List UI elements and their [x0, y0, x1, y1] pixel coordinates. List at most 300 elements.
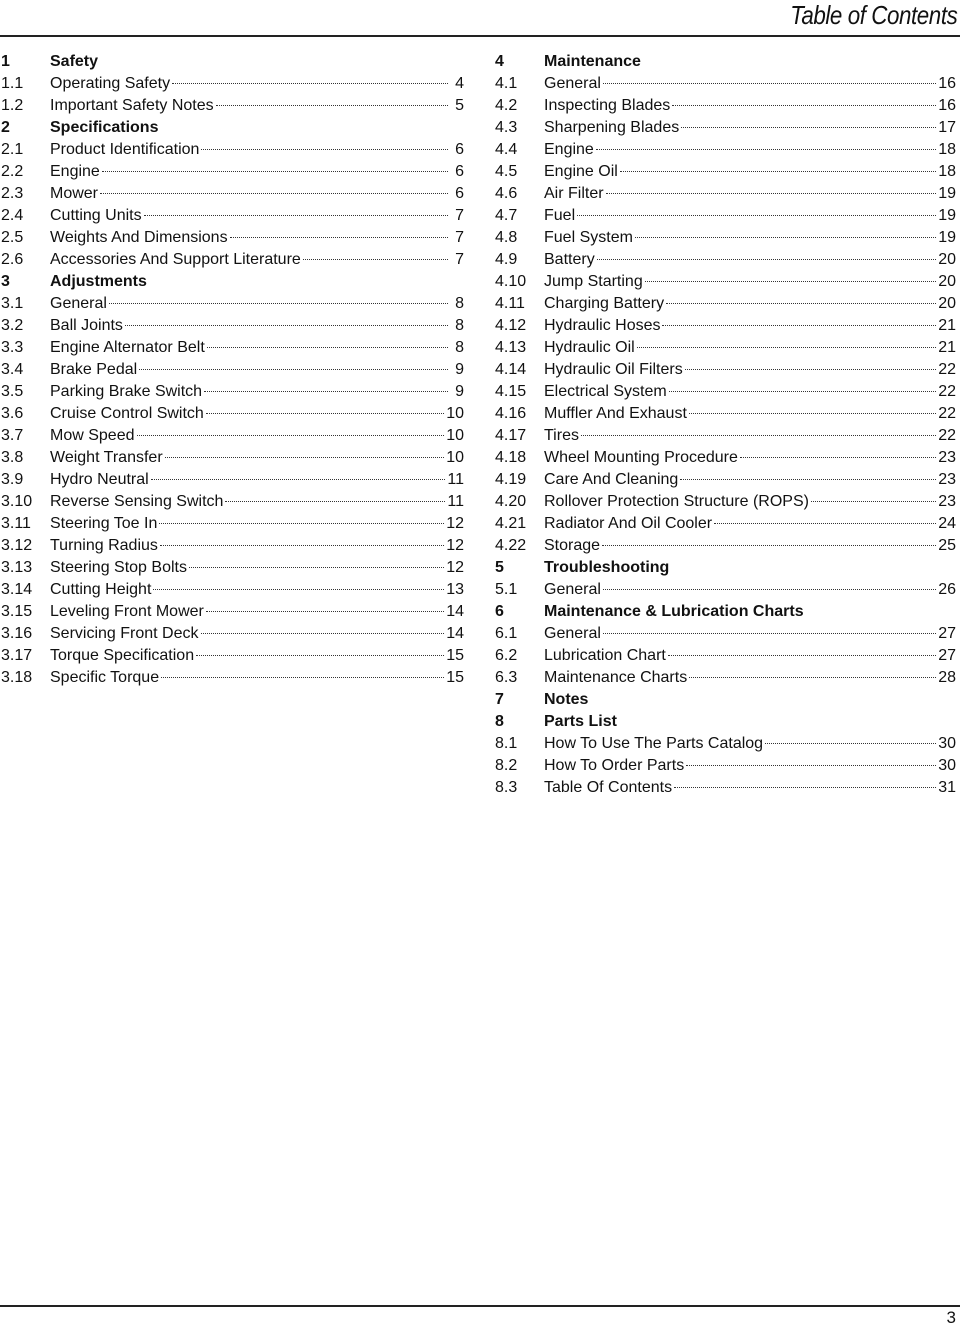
toc-entry-page: 7 [455, 229, 464, 246]
toc-entry-number: 3.6 [1, 405, 24, 422]
toc-entry-page: 8 [455, 339, 464, 356]
toc-entry[interactable] [495, 623, 956, 645]
toc-entry[interactable] [1, 249, 464, 271]
dot-leader [666, 302, 936, 304]
toc-entry-page: 23 [938, 449, 956, 466]
dot-leader [153, 588, 444, 590]
toc-entry-page: 7 [455, 207, 464, 224]
toc-entry[interactable] [495, 183, 956, 205]
dot-leader [216, 104, 448, 106]
toc-entry-title: Servicing Front Deck [50, 625, 199, 642]
toc-entry[interactable] [495, 271, 956, 293]
toc-entry-page: 30 [938, 757, 956, 774]
dot-leader [204, 390, 448, 392]
toc-entry[interactable] [495, 645, 956, 667]
toc-entry-page: 19 [938, 185, 956, 202]
toc-entry-page: 27 [938, 625, 956, 642]
toc-entry-title: Accessories And Support Literature [50, 251, 301, 268]
toc-entry-number: 2.3 [1, 185, 24, 202]
toc-entry-number: 4.10 [495, 273, 527, 290]
toc-entry-page: 21 [938, 317, 956, 334]
toc-entry-page: 12 [446, 537, 464, 554]
toc-entry-number: 4.8 [495, 229, 518, 246]
toc-entry-number: 3 [1, 273, 10, 290]
toc-entry-title: Inspecting Blades [544, 97, 671, 114]
toc-entry-page: 10 [446, 405, 464, 422]
toc-entry-page: 24 [938, 515, 956, 532]
dot-leader [144, 214, 448, 216]
header-divider [0, 35, 960, 37]
toc-entry-number: 4.7 [495, 207, 518, 224]
toc-entry[interactable] [495, 95, 956, 117]
toc-entry-number: 3.18 [1, 669, 33, 686]
toc-entry-page: 8 [455, 317, 464, 334]
toc-entry-title: Wheel Mounting Procedure [544, 449, 738, 466]
toc-entry-number: 8.2 [495, 757, 518, 774]
toc-entry-title: How To Order Parts [544, 757, 685, 774]
toc-entry-title: Ball Joints [50, 317, 123, 334]
toc-entry[interactable] [1, 381, 464, 403]
toc-entry-number: 4.6 [495, 185, 518, 202]
dot-leader [102, 170, 448, 172]
dot-leader [602, 544, 936, 546]
toc-entry-page: 19 [938, 229, 956, 246]
toc-entry-title: Storage [544, 537, 601, 554]
toc-entry-number: 2.2 [1, 163, 24, 180]
toc-entry[interactable] [495, 249, 956, 271]
toc-entry-number: 3.3 [1, 339, 24, 356]
toc-entry-number: 4 [495, 53, 504, 70]
toc-entry-page: 22 [938, 405, 956, 422]
toc-entry[interactable] [1, 447, 464, 469]
toc-entry[interactable] [1, 667, 464, 689]
dot-leader [668, 654, 936, 656]
toc-entry-number: 4.17 [495, 427, 527, 444]
dot-leader [662, 324, 936, 326]
toc-entry-title: Parts List [544, 713, 617, 730]
toc-entry[interactable] [1, 95, 464, 117]
dot-leader [196, 654, 444, 656]
dot-leader [172, 82, 448, 84]
toc-entry-number: 3.14 [1, 581, 33, 598]
toc-entry-number: 3.7 [1, 427, 24, 444]
toc-entry-title: Muffler And Exhaust [544, 405, 687, 422]
toc-entry-page: 8 [455, 295, 464, 312]
toc-entry-title: Cruise Control Switch [50, 405, 204, 422]
toc-entry[interactable] [1, 557, 464, 579]
toc-entry-page: 15 [446, 669, 464, 686]
toc-entry-page: 20 [938, 295, 956, 312]
toc-entry[interactable] [495, 205, 956, 227]
dot-leader [603, 82, 936, 84]
toc-entry-title: Lubrication Chart [544, 647, 666, 664]
dot-leader [161, 676, 444, 678]
toc-entry-number: 4.20 [495, 493, 527, 510]
dot-leader [596, 148, 936, 150]
toc-entry-number: 3.13 [1, 559, 33, 576]
toc-entry-title: Product Identification [50, 141, 200, 158]
toc-entry-number: 6.3 [495, 669, 518, 686]
page-title: Table of Contents [789, 0, 957, 30]
toc-entry-title: Specifications [50, 119, 159, 136]
toc-entry-page: 6 [455, 141, 464, 158]
toc-entry-page: 31 [938, 779, 956, 796]
toc-entry[interactable] [1, 513, 464, 535]
toc-entry-page: 11 [447, 471, 464, 488]
toc-entry-page: 4 [455, 75, 464, 92]
page-number: 3 [946, 1308, 956, 1327]
toc-entry-number: 2.6 [1, 251, 24, 268]
toc-entry-number: 3.12 [1, 537, 33, 554]
toc-right-column [495, 51, 956, 799]
toc-entry-number: 4.13 [495, 339, 527, 356]
toc-entry[interactable] [1, 623, 464, 645]
toc-entry-title: Weights And Dimensions [50, 229, 228, 246]
toc-entry-number: 3.16 [1, 625, 33, 642]
toc-entry[interactable] [1, 579, 464, 601]
toc-entry[interactable] [495, 315, 956, 337]
toc-entry-number: 3.1 [1, 295, 24, 312]
toc-entry-number: 8 [495, 713, 504, 730]
toc-entry-page: 10 [446, 427, 464, 444]
toc-entry-number: 3.10 [1, 493, 33, 510]
dot-leader [645, 280, 936, 282]
toc-entry[interactable] [1, 469, 464, 491]
toc-entry-title: Weight Transfer [50, 449, 163, 466]
toc-entry-number: 8.3 [495, 779, 518, 796]
toc-entry-title: Fuel [544, 207, 576, 224]
dot-leader [606, 192, 937, 194]
dot-leader [189, 566, 444, 568]
toc-entry[interactable] [1, 491, 464, 513]
dot-leader [577, 214, 936, 216]
toc-entry-page: 25 [938, 537, 956, 554]
toc-entry-title: Parking Brake Switch [50, 383, 203, 400]
toc-entry[interactable] [495, 733, 956, 755]
toc-entry-number: 6.1 [495, 625, 518, 642]
toc-entry[interactable] [1, 425, 464, 447]
toc-entry-title: Care And Cleaning [544, 471, 679, 488]
toc-entry-number: 4.12 [495, 317, 527, 334]
toc-entry[interactable] [495, 381, 956, 403]
dot-leader [109, 302, 448, 304]
toc-entry-title: Tires [544, 427, 579, 444]
toc-entry-page: 7 [455, 251, 464, 268]
toc-section-heading [1, 117, 464, 139]
toc-entry-title: Engine [50, 163, 100, 180]
dot-leader [201, 148, 448, 150]
toc-entry-page: 22 [938, 361, 956, 378]
toc-entry-title: Table Of Contents [544, 779, 673, 796]
toc-entry-page: 21 [938, 339, 956, 356]
dot-leader [159, 522, 444, 524]
toc-entry-title: Electrical System [544, 383, 667, 400]
toc-entry-page: 12 [446, 559, 464, 576]
toc-section-heading [495, 601, 956, 623]
toc-entry-number: 4.18 [495, 449, 527, 466]
toc-entry-title: Reverse Sensing Switch [50, 493, 224, 510]
toc-entry-number: 3.17 [1, 647, 33, 664]
toc-entry-number: 4.15 [495, 383, 527, 400]
dot-leader [689, 412, 936, 414]
toc-entry-number: 4.14 [495, 361, 527, 378]
toc-entry-number: 4.11 [495, 295, 525, 312]
toc-entry-title: Hydro Neutral [50, 471, 149, 488]
toc-entry-title: Engine Alternator Belt [50, 339, 205, 356]
toc-entry-title: Engine Oil [544, 163, 618, 180]
dot-leader [597, 258, 937, 260]
toc-entry-title: Hydraulic Oil Filters [544, 361, 683, 378]
toc-entry-number: 4.19 [495, 471, 527, 488]
dot-leader [714, 522, 936, 524]
dot-leader [637, 346, 937, 348]
toc-entry[interactable] [495, 139, 956, 161]
toc-entry[interactable] [495, 337, 956, 359]
toc-entry[interactable] [1, 161, 464, 183]
dot-leader [603, 632, 936, 634]
toc-entry-title: Notes [544, 691, 589, 708]
dot-leader [207, 346, 448, 348]
toc-entry-page: 22 [938, 383, 956, 400]
dot-leader [765, 742, 936, 744]
toc-entry-page: 6 [455, 185, 464, 202]
dot-leader [681, 126, 936, 128]
dot-leader [685, 368, 937, 370]
toc-entry[interactable] [495, 293, 956, 315]
toc-entry-title: Charging Battery [544, 295, 665, 312]
toc-entry-number: 2.4 [1, 207, 24, 224]
dot-leader [669, 390, 937, 392]
toc-entry-title: Important Safety Notes [50, 97, 214, 114]
dot-leader [672, 104, 936, 106]
dot-leader [201, 632, 445, 634]
toc-entry-title: Cutting Height [50, 581, 152, 598]
toc-entry-number: 5 [495, 559, 504, 576]
dot-leader [686, 764, 936, 766]
toc-entry-page: 15 [446, 647, 464, 664]
toc-entry[interactable] [495, 447, 956, 469]
toc-entry-page: 9 [455, 383, 464, 400]
toc-entry-page: 17 [938, 119, 956, 136]
toc-entry[interactable] [495, 755, 956, 777]
dot-leader [303, 258, 448, 260]
toc-entry[interactable] [495, 535, 956, 557]
toc-entry-page: 14 [446, 603, 464, 620]
toc-entry-title: Jump Starting [544, 273, 643, 290]
toc-entry-number: 1.1 [1, 75, 24, 92]
toc-entry-page: 14 [446, 625, 464, 642]
toc-entry-page: 16 [938, 75, 956, 92]
dot-leader [151, 478, 446, 480]
dot-leader [689, 676, 936, 678]
toc-entry-title: Leveling Front Mower [50, 603, 204, 620]
toc-entry-title: Radiator And Oil Cooler [544, 515, 713, 532]
toc-entry-page: 19 [938, 207, 956, 224]
toc-entry[interactable] [495, 491, 956, 513]
toc-entry-page: 6 [455, 163, 464, 180]
toc-entry-title: Battery [544, 251, 595, 268]
toc-entry-page: 9 [455, 361, 464, 378]
toc-entry[interactable] [1, 645, 464, 667]
toc-entry-title: General [544, 625, 601, 642]
toc-entry-number: 3.11 [1, 515, 31, 532]
toc-entry-number: 2.5 [1, 229, 24, 246]
toc-entry-number: 4.22 [495, 537, 527, 554]
toc-entry-page: 13 [446, 581, 464, 598]
toc-entry-page: 20 [938, 273, 956, 290]
toc-section-heading [495, 689, 956, 711]
toc-entry-title: General [544, 75, 601, 92]
toc-entry-title: How To Use The Parts Catalog [544, 735, 764, 752]
toc-entry-number: 3.9 [1, 471, 24, 488]
toc-entry-title: Sharpening Blades [544, 119, 680, 136]
toc-entry-page: 28 [938, 669, 956, 686]
toc-entry-page: 27 [938, 647, 956, 664]
dot-leader [230, 236, 448, 238]
toc-entry-page: 18 [938, 141, 956, 158]
toc-entry-number: 4.9 [495, 251, 518, 268]
toc-entry-number: 6.2 [495, 647, 518, 664]
toc-entry-number: 4.3 [495, 119, 518, 136]
dot-leader [125, 324, 448, 326]
toc-entry[interactable] [1, 293, 464, 315]
toc-entry[interactable] [495, 469, 956, 491]
toc-entry[interactable] [1, 183, 464, 205]
footer-divider [0, 1305, 960, 1307]
toc-entry-page: 10 [446, 449, 464, 466]
toc-entry-number: 2 [1, 119, 10, 136]
toc-entry-number: 8.1 [495, 735, 518, 752]
toc-entry-title: Brake Pedal [50, 361, 138, 378]
toc-entry-title: Operating Safety [50, 75, 171, 92]
toc-entry-title: Mower [50, 185, 99, 202]
dot-leader [165, 456, 445, 458]
dot-leader [811, 500, 936, 502]
toc-entry-title: Hydraulic Oil [544, 339, 635, 356]
toc-entry-number: 7 [495, 691, 504, 708]
toc-entry-page: 26 [938, 581, 956, 598]
dot-leader [206, 610, 444, 612]
toc-entry-title: General [50, 295, 107, 312]
toc-entry-page: 12 [446, 515, 464, 532]
toc-entry[interactable] [495, 359, 956, 381]
toc-entry-title: Maintenance Charts [544, 669, 688, 686]
toc-entry[interactable] [1, 535, 464, 557]
dot-leader [137, 434, 445, 436]
toc-entry-title: Air Filter [544, 185, 604, 202]
toc-entry-title: Adjustments [50, 273, 147, 290]
toc-entry[interactable] [495, 513, 956, 535]
dot-leader [225, 500, 445, 502]
dot-leader [674, 786, 936, 788]
toc-entry-number: 4.21 [495, 515, 527, 532]
toc-entry-number: 4.2 [495, 97, 518, 114]
toc-entry-title: Rollover Protection Structure (ROPS) [544, 493, 809, 510]
dot-leader [206, 412, 444, 414]
toc-entry[interactable] [1, 227, 464, 249]
toc-section-heading [495, 51, 956, 73]
toc-entry-number: 2.1 [1, 141, 24, 158]
toc-entry-title: Mow Speed [50, 427, 135, 444]
toc-entry-title: Specific Torque [50, 669, 160, 686]
toc-entry-page: 5 [455, 97, 464, 114]
dot-leader [620, 170, 936, 172]
toc-entry-page: 11 [447, 493, 464, 510]
toc-entry[interactable] [1, 601, 464, 623]
dot-leader [139, 368, 448, 370]
toc-entry-number: 4.1 [495, 75, 518, 92]
toc-entry-number: 1 [1, 53, 10, 70]
toc-entry[interactable] [495, 117, 956, 139]
toc-entry-number: 3.15 [1, 603, 33, 620]
toc-entry-page: 23 [938, 471, 956, 488]
toc-entry-page: 23 [938, 493, 956, 510]
toc-entry[interactable] [495, 227, 956, 249]
toc-entry-number: 3.2 [1, 317, 24, 334]
toc-entry[interactable] [1, 315, 464, 337]
toc-entry-page: 22 [938, 427, 956, 444]
dot-leader [581, 434, 936, 436]
toc-entry-number: 5.1 [495, 581, 518, 598]
toc-entry-title: Troubleshooting [544, 559, 670, 576]
toc-entry-page: 20 [938, 251, 956, 268]
toc-entry-title: Fuel System [544, 229, 633, 246]
toc-entry-title: Maintenance [544, 53, 641, 70]
toc-entry[interactable] [1, 359, 464, 381]
toc-entry[interactable] [1, 139, 464, 161]
toc-entry[interactable] [1, 403, 464, 425]
toc-entry[interactable] [1, 205, 464, 227]
toc-section-heading [1, 271, 464, 293]
dot-leader [740, 456, 936, 458]
toc-section-heading [495, 557, 956, 579]
toc-entry-title: Steering Toe In [50, 515, 158, 532]
toc-entry[interactable] [495, 777, 956, 799]
toc-entry-title: Turning Radius [50, 537, 158, 554]
toc-left-column [1, 51, 464, 689]
toc-entry[interactable] [495, 425, 956, 447]
toc-entry[interactable] [495, 161, 956, 183]
toc-entry[interactable] [495, 403, 956, 425]
toc-entry-title: Safety [50, 53, 99, 70]
toc-entry-page: 16 [938, 97, 956, 114]
toc-entry-number: 1.2 [1, 97, 24, 114]
toc-section-heading [495, 711, 956, 733]
toc-entry-title: Cutting Units [50, 207, 142, 224]
dot-leader [603, 588, 936, 590]
toc-entry-title: General [544, 581, 601, 598]
toc-entry-number: 4.4 [495, 141, 518, 158]
toc-entry-number: 3.5 [1, 383, 24, 400]
toc-entry-title: Steering Stop Bolts [50, 559, 187, 576]
toc-entry-number: 4.16 [495, 405, 527, 422]
toc-entry[interactable] [495, 73, 956, 95]
toc-entry[interactable] [1, 73, 464, 95]
toc-entry-page: 30 [938, 735, 956, 752]
toc-entry-number: 6 [495, 603, 504, 620]
toc-entry-title: Maintenance & Lubrication Charts [544, 603, 804, 620]
toc-entry[interactable] [495, 579, 956, 601]
dot-leader [100, 192, 448, 194]
toc-entry[interactable] [1, 337, 464, 359]
toc-entry-title: Hydraulic Hoses [544, 317, 661, 334]
toc-entry-page: 18 [938, 163, 956, 180]
dot-leader [635, 236, 936, 238]
toc-entry-number: 4.5 [495, 163, 518, 180]
toc-section-heading [1, 51, 464, 73]
toc-entry-title: Torque Specification [50, 647, 195, 664]
toc-entry[interactable] [495, 667, 956, 689]
